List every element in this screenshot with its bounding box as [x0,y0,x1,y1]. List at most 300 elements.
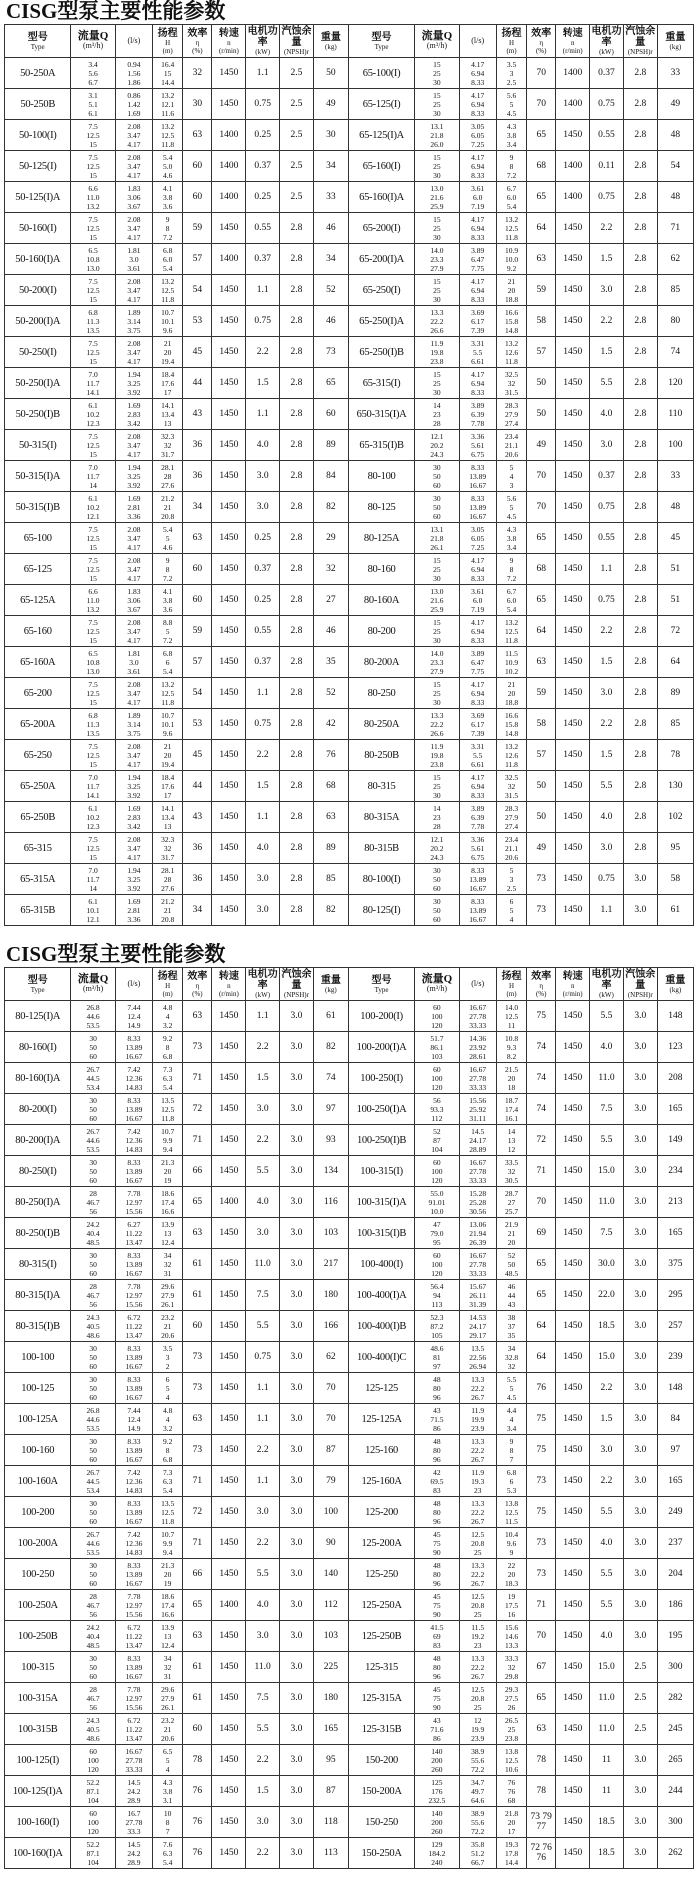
header-weight-text: (kg) [669,985,682,994]
value-line: 13.2 [161,121,175,131]
efficiency-cell: 73 [183,1342,212,1373]
efficiency-cell: 73 [183,1032,212,1063]
npsh-cell: 3.0 [623,864,657,895]
efficiency-cell: 73 [527,1466,556,1497]
value-line: 43 [507,1299,516,1309]
efficiency-cell: 57 [527,740,556,771]
flow-ls-cell [115,213,152,244]
header-model [348,968,414,1001]
value-line: 20.8 [161,914,175,924]
multi-value [497,215,526,242]
model-cell: 50-315(I) [5,430,71,461]
efficiency-cell: 65 [527,523,556,554]
value-line: 30 [433,387,441,397]
power-cell: 7.5 [246,1280,280,1311]
flow-ls-cell [459,275,496,306]
header-speed-text: (r/min) [218,989,239,998]
value-line: 15 [433,152,441,162]
flow-ls-cell [459,1063,496,1094]
power-cell: 2.2 [246,740,280,771]
speed-cell: 1450 [212,1807,246,1838]
multi-value [497,1685,526,1712]
table-row [5,1280,694,1311]
model-cell: 125-160A [348,1466,414,1497]
value-line: 12.5 [86,626,100,636]
value-line: 13.3 [504,1640,519,1650]
value-line: 60 [433,1064,441,1074]
table-row [5,337,694,368]
value-line: 56 [89,1702,97,1712]
flow-ls-cell [115,1311,152,1342]
value-line: 15 [433,679,441,689]
multi-value [71,1685,114,1712]
power-cell: 2.2 [246,1838,280,1869]
head-cell [153,1125,183,1156]
value-line: 28.1 [161,865,175,875]
table-row [5,833,694,864]
value-line: 20 [507,285,516,295]
efficiency-cell: 76 [183,1807,212,1838]
multi-value [415,1313,458,1340]
value-line: 4.17 [471,555,485,565]
value-line: 4.3 [162,1777,173,1787]
value-line: 4.1 [162,586,173,596]
value-line: 3.89 [471,803,485,813]
multi-value [116,1406,152,1433]
value-line: 3.06 [127,595,141,605]
speed-cell: 1450 [212,1125,246,1156]
multi-value [153,184,182,211]
value-line: 11.0 [86,595,100,605]
flow-ls-cell [115,1404,152,1435]
multi-value [497,587,526,614]
multi-value [497,866,526,893]
table-row [5,461,694,492]
efficiency-cell: 78 [527,1745,556,1776]
table-row [5,1249,694,1280]
value-line: 11.5 [471,1622,485,1632]
power-cell: 0.37 [246,244,280,275]
power-cell: 0.55 [246,213,280,244]
value-line: 60 [433,914,441,924]
value-line: 96 [433,1454,441,1464]
value-line: 4.6 [162,170,173,180]
value-line: 26.94 [469,1361,487,1371]
value-line: 16.67 [125,1671,143,1681]
efficiency-cell: 71 [183,1466,212,1497]
value-line: 13.9 [161,1622,175,1632]
value-line: 10.8 [504,1033,519,1043]
value-line: 25 [433,161,441,171]
multi-value [460,339,496,366]
head-cell [496,709,526,740]
value-line: 10.2 [86,409,100,419]
weight-cell: 97 [657,1435,693,1466]
value-line: 44.6 [86,1414,100,1424]
npsh-cell: 3.0 [280,1838,314,1869]
header-model-text: Type [30,985,45,994]
value-line: 3.25 [127,378,141,388]
table-row [5,1435,694,1466]
value-line: 14.83 [125,1144,143,1154]
value-line: 30 [433,635,441,645]
value-line: 14.1 [86,790,100,800]
header-efficiency [527,968,556,1001]
multi-value [153,1313,182,1340]
multi-value [71,1437,114,1464]
value-line: 23.3 [430,254,444,264]
value-line: 34 [163,1653,172,1663]
value-line: 11.9 [430,741,444,751]
value-line: 33.3 [504,1653,519,1663]
power-cell: 7.5 [246,1683,280,1714]
value-line: 3.1 [162,1795,173,1805]
multi-value [415,649,458,676]
value-line: 12.97 [125,1600,143,1610]
speed-cell: 1450 [556,1497,590,1528]
head-cell [496,244,526,275]
value-line: 29.6 [161,1281,175,1291]
npsh-cell: 2.8 [280,523,314,554]
weight-cell: 50 [313,58,348,89]
weight-cell: 70 [313,1404,348,1435]
value-line: 86 [433,1733,441,1743]
value-line: 4.8 [162,1405,173,1415]
efficiency-cell: 71 [183,1528,212,1559]
value-line: 10.2 [504,666,519,676]
value-line: 21.1 [504,440,519,450]
weight-cell: 49 [657,89,693,120]
value-line: 13.1 [430,524,444,534]
power-cell: 11.0 [590,1063,624,1094]
value-line: 3.47 [127,626,141,636]
model-cell: 65-315 [5,833,71,864]
multi-value [415,463,458,490]
flow-ls-cell [459,244,496,275]
header-speed [212,25,246,58]
value-line: 14.1 [86,387,100,397]
multi-value [460,1127,496,1154]
power-cell: 15.0 [590,1342,624,1373]
header-power [590,968,624,1001]
power-cell: 30.0 [590,1249,624,1280]
value-line: 23.3 [430,657,444,667]
value-line: 20 [163,1569,172,1579]
npsh-cell: 2.8 [280,399,314,430]
flow-ls-cell [115,1466,152,1497]
flow-m3h-cell [71,1187,115,1218]
table-row [5,1714,694,1745]
multi-value [116,649,152,676]
speed-cell: 1450 [556,461,590,492]
value-line: 60 [89,1175,97,1185]
value-line: 8.33 [127,1250,141,1260]
header-efficiency-text: (%) [192,989,203,998]
header-power-text: 电机功率 [591,26,622,48]
value-line: 55.6 [471,1817,485,1827]
header-power-text: 电机功率 [247,969,278,991]
value-line: 94 [433,1290,441,1300]
power-cell: 5.5 [590,1590,624,1621]
multi-value [497,649,526,676]
weight-cell: 27 [313,585,348,616]
value-line: 6.94 [471,378,485,388]
speed-cell: 1400 [212,244,246,275]
value-line: 7.78 [471,821,485,831]
model-cell: 100-250(I) [348,1063,414,1094]
header-efficiency-text: η [195,38,200,47]
value-line: 72.2 [471,1826,485,1836]
value-line: 30 [89,1095,97,1105]
value-line: 20.2 [430,843,444,853]
value-line: 60 [89,1746,97,1756]
npsh-cell: 2.8 [623,585,657,616]
table-row [5,523,694,554]
multi-value [116,804,152,831]
flow-ls-cell [115,740,152,771]
value-line: 24.17 [469,1135,487,1145]
flow-m3h-cell [71,89,115,120]
model-cell: 50-315(I)B [5,492,71,523]
multi-value [415,1561,458,1588]
value-line: 47 [433,1219,441,1229]
power-cell: 0.75 [246,89,280,120]
speed-cell: 1450 [556,585,590,616]
value-line: 45 [433,1684,441,1694]
header-model [5,25,71,58]
value-line: 12.97 [125,1197,143,1207]
flow-m3h-cell [71,306,115,337]
npsh-cell: 2.8 [623,89,657,120]
multi-value [415,1003,458,1030]
value-line: 8.33 [471,697,485,707]
power-cell: 0.37 [246,151,280,182]
value-line: 32.3 [161,431,175,441]
value-line: 25 [433,223,441,233]
multi-value [415,122,458,149]
header-efficiency [183,968,212,1001]
multi-value [71,1809,114,1836]
multi-value [497,1096,526,1123]
flow-ls-cell [115,1559,152,1590]
model-cell: 150-200A [348,1776,414,1807]
flow-m3h-cell [415,1094,459,1125]
efficiency-cell: 70 [527,89,556,120]
value-line: 21.8 [430,130,444,140]
value-line: 13.3 [471,1560,485,1570]
multi-value [460,1375,496,1402]
header-npsh-text: 汽蚀余量 [625,969,656,991]
speed-cell: 1450 [556,1435,590,1466]
model-cell: 100-400(I)B [348,1311,414,1342]
value-line: 6.47 [471,657,485,667]
header-weight [313,968,348,1001]
value-line: 1.81 [127,245,141,255]
npsh-cell: 3.0 [623,1559,657,1590]
head-cell [496,1156,526,1187]
value-line: 8.2 [506,1051,517,1061]
value-line: 13.89 [125,1042,143,1052]
multi-value [153,680,182,707]
head-cell [153,1745,183,1776]
npsh-cell: 2.8 [280,585,314,616]
efficiency-cell: 36 [183,461,212,492]
multi-value [497,1778,526,1805]
multi-value [116,773,152,800]
value-line: 14.9 [127,1020,141,1030]
head-cell [153,1001,183,1032]
npsh-cell: 3.0 [280,1745,314,1776]
value-line: 21.1 [504,843,519,853]
flow-m3h-cell [415,1032,459,1063]
multi-value [153,649,182,676]
head-cell [153,1559,183,1590]
npsh-cell: 2.5 [623,1683,657,1714]
speed-cell: 1450 [212,740,246,771]
value-line: 13.3 [430,710,444,720]
multi-value [497,1654,526,1681]
value-line: 6.8 [162,1051,173,1061]
value-line: 104 [87,1795,99,1805]
npsh-cell: 2.8 [280,647,314,678]
model-cell: 80-200A [348,647,414,678]
weight-cell: 113 [313,1838,348,1869]
speed-cell: 1450 [556,1807,590,1838]
value-line: 4 [509,914,514,924]
value-line: 19.8 [430,750,444,760]
multi-value [497,1127,526,1154]
weight-cell: 225 [313,1652,348,1683]
multi-value [415,1437,458,1464]
weight-cell: 33 [657,58,693,89]
flow-m3h-cell [71,1683,115,1714]
value-line: 12.36 [125,1135,143,1145]
head-cell [153,430,183,461]
value-line: 11.8 [161,697,175,707]
value-line: 1.42 [127,99,141,109]
value-line: 12.5 [86,285,100,295]
npsh-cell: 3.0 [623,1280,657,1311]
model-cell: 50-250(I)B [5,399,71,430]
model-cell: 65-315B [5,895,71,926]
value-line: 28 [433,418,441,428]
value-line: 12.5 [504,1011,519,1021]
power-cell: 1.5 [246,771,280,802]
efficiency-cell: 74 [527,1063,556,1094]
head-cell [496,1590,526,1621]
multi-value [153,1034,182,1061]
flow-ls-cell [459,1745,496,1776]
flow-m3h-cell [415,1807,459,1838]
weight-cell: 54 [657,151,693,182]
head-cell [496,1249,526,1280]
multi-value [116,60,152,87]
value-line: 18.4 [161,772,175,782]
multi-value [497,463,526,490]
value-line: 21 [163,741,172,751]
value-line: 17 [163,790,172,800]
value-line: 32 [507,378,516,388]
flow-m3h-cell [415,802,459,833]
power-cell: 3.0 [246,1621,280,1652]
weight-cell: 85 [313,864,348,895]
value-line: 8.33 [127,1560,141,1570]
model-cell: 80-250(I)A [5,1187,71,1218]
value-line: 60 [433,1002,441,1012]
npsh-cell: 3.0 [280,1528,314,1559]
head-cell [496,337,526,368]
value-line: 15.8 [504,719,519,729]
value-line: 21.9 [504,1219,519,1229]
value-line: 50 [89,1104,97,1114]
value-line: 50 [507,1259,516,1269]
efficiency-cell: 57 [183,647,212,678]
value-line: 30 [433,462,441,472]
multi-value [497,370,526,397]
head-cell [496,1745,526,1776]
value-line: 71.6 [430,1724,444,1734]
value-line: 60 [89,1671,97,1681]
value-line: 6.27 [127,1219,141,1229]
value-line: 6.17 [471,719,485,729]
value-line: 14.83 [125,1485,143,1495]
efficiency-cell: 73 [527,864,556,895]
value-line: 16.67 [469,883,487,893]
efficiency-cell: 60 [183,554,212,585]
flow-ls-cell [115,1342,152,1373]
npsh-cell: 2.8 [623,399,657,430]
multi-value [153,401,182,428]
efficiency-cell: 61 [183,1249,212,1280]
value-line: 27.9 [504,812,519,822]
value-line: 1.83 [127,183,141,193]
model-cell: 50-200(I)A [5,306,71,337]
multi-value [460,1313,496,1340]
npsh-cell: 3.0 [623,1218,657,1249]
value-line: 13.3 [430,307,444,317]
weight-cell: 62 [657,244,693,275]
table-row [5,368,694,399]
efficiency-cell: 64 [527,213,556,244]
efficiency-cell: 75 [527,1001,556,1032]
model-cell: 65-200A [5,709,71,740]
efficiency-cell: 50 [527,771,556,802]
power-cell: 3.0 [246,1807,280,1838]
multi-value [71,432,114,459]
multi-value [415,1716,458,1743]
speed-cell: 1450 [556,1621,590,1652]
flow-ls-cell [459,523,496,554]
multi-value [497,494,526,521]
value-line: 8.33 [471,573,485,583]
weight-cell: 84 [657,1404,693,1435]
value-line: 13.9 [161,1219,175,1229]
model-cell: 80-160A [348,585,414,616]
value-line: 8.33 [471,493,485,503]
value-line: 30 [433,232,441,242]
power-cell: 2.2 [246,1745,280,1776]
weight-cell: 68 [313,771,348,802]
value-line: 8.33 [471,462,485,472]
value-line: 28 [89,1281,97,1291]
header-model-text: Type [374,985,389,994]
value-line: 14.5 [471,1126,485,1136]
value-line: 4.17 [471,772,485,782]
model-cell: 50-250(I)A [5,368,71,399]
multi-value [460,246,496,273]
value-line: 2.08 [127,431,141,441]
model-cell: 100-160A [5,1466,71,1497]
